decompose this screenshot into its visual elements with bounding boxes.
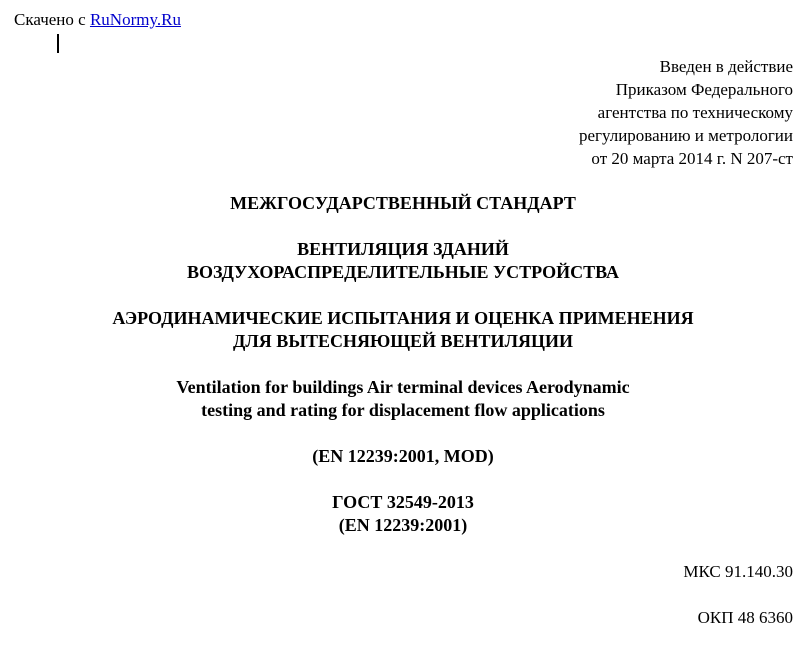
- gost-en-equivalent: (EN 12239:2001): [338, 515, 468, 535]
- enactment-line: агентства по техническому: [597, 103, 793, 122]
- enactment-line: Приказом Федерального: [615, 80, 793, 99]
- title-line: АЭРОДИНАМИЧЕСКИЕ ИСПЫТАНИЯ И ОЦЕНКА ПРИМЕНЕНИЯ: [112, 308, 694, 328]
- enactment-line: Введен в действие: [659, 57, 793, 76]
- title-line: ВОЗДУХОРАСПРЕДЕЛИТЕЛЬНЫЕ УСТРОЙСТВА: [187, 262, 619, 282]
- title-line: ДЛЯ ВЫТЕСНЯЮЩЕЙ ВЕНТИЛЯЦИИ: [233, 331, 573, 351]
- text-cursor: [57, 34, 59, 53]
- title-ru-part-1: [0, 238, 799, 284]
- source-link[interactable]: RuNormy.Ru: [89, 10, 181, 29]
- title-ru-part-2: [0, 307, 799, 353]
- enactment-block: [579, 55, 793, 170]
- title-en: [0, 376, 799, 422]
- en-reference: (EN 12239:2001, MOD): [312, 446, 494, 466]
- title-line: testing and rating for displacement flow applications: [201, 400, 605, 420]
- source-prefix: Скачено с: [14, 10, 90, 29]
- source-line: [14, 9, 181, 31]
- enactment-line: регулированию и метрологии: [578, 126, 793, 145]
- gost-designation: [0, 491, 799, 537]
- standard-type-heading: МЕЖГОСУДАРСТВЕННЫЙ СТАНДАРТ: [230, 193, 576, 213]
- mks-code: МКС 91.140.30: [683, 562, 793, 581]
- gost-number: ГОСТ 32549-2013: [332, 492, 474, 512]
- title-line: ВЕНТИЛЯЦИЯ ЗДАНИЙ: [297, 239, 509, 259]
- okp-code: ОКП 48 6360: [697, 608, 793, 627]
- enactment-line: от 20 марта 2014 г. N 207-ст: [591, 149, 793, 168]
- title-line: Ventilation for buildings Air terminal devices Aerodynamic: [176, 377, 630, 397]
